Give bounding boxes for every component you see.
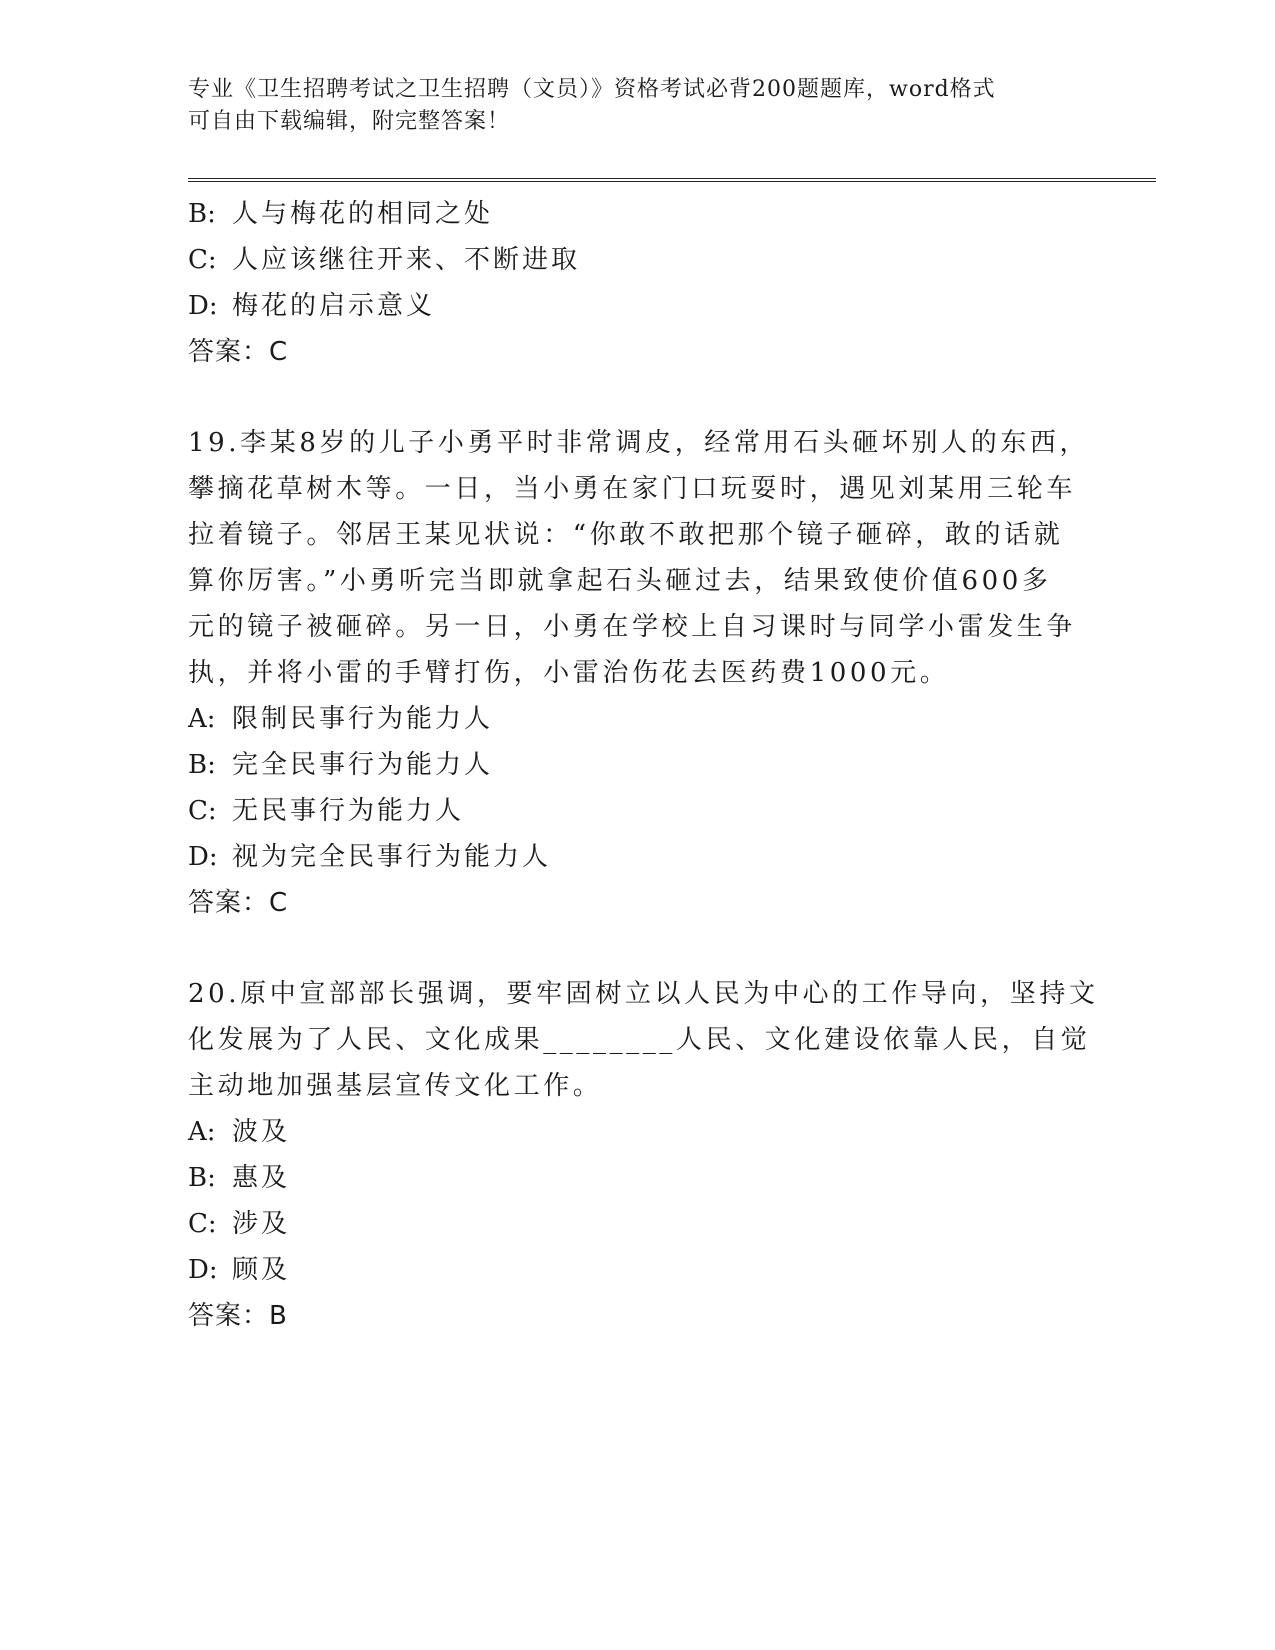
option-c: [188, 1201, 1088, 1247]
option-c: [188, 237, 1088, 283]
option-label: A:: [188, 1117, 216, 1147]
option-text: 完全民事行为能力人: [232, 750, 494, 780]
spacer: [188, 375, 1088, 420]
question-19: [188, 420, 1088, 926]
prev-question: [188, 191, 1088, 375]
question-stem: [188, 420, 1088, 696]
question-20: [188, 971, 1099, 1339]
option-label: C:: [188, 796, 217, 826]
header-title-line-2: 可自由下载编辑，附完整答案！: [188, 109, 511, 134]
option-d: [188, 1247, 1088, 1293]
stem-line: 19.李某8岁的儿子小勇平时非常调皮，经常用石头砸坏别人的东西，: [188, 428, 1090, 458]
answer-line: 答案：B: [188, 1301, 288, 1331]
stem-line: 算你厉害。”小勇听完当即就拿起石头砸过去，结果致使价值600多: [188, 566, 1052, 596]
option-d: [188, 283, 1088, 329]
stem-line: 拉着镜子。邻居王某见状说：“你敢不敢把那个镜子砸碎，敢的话就: [188, 520, 1064, 550]
option-a: [188, 696, 1088, 742]
option-b: [188, 742, 1088, 788]
option-text: 人与梅花的相同之处: [232, 199, 494, 229]
option-text: 限制民事行为能力人: [232, 704, 494, 734]
answer-line: 答案：C: [188, 337, 289, 367]
document-header: [188, 74, 1078, 138]
stem-line: 元的镜子被砸碎。另一日，小勇在学校上自习课时与同学小雷发生争: [188, 612, 1077, 642]
option-text: 视为完全民事行为能力人: [232, 842, 552, 872]
option-b: [188, 191, 1088, 237]
stem-line: 攀摘花草树木等。一日，当小勇在家门口玩耍时，遇见刘某用三轮车: [188, 474, 1077, 504]
option-text: 无民事行为能力人: [232, 796, 465, 826]
option-text: 波及: [232, 1117, 291, 1147]
option-label: D:: [188, 842, 218, 872]
spacer: [188, 926, 1088, 971]
option-label: C:: [188, 1209, 217, 1239]
option-text: 顾及: [232, 1255, 291, 1285]
option-label: D:: [188, 291, 218, 321]
option-a: [188, 1109, 1088, 1155]
header-divider: [188, 178, 1156, 182]
option-label: C:: [188, 245, 217, 275]
stem-line: 20.原中宣部部长强调，要牢固树立以人民为中心的工作导向，坚持文: [188, 979, 1099, 1009]
stem-line: 化发展为了人民、文化成果________人民、文化建设依靠人民，自觉: [188, 1025, 1091, 1055]
option-label: B:: [188, 1163, 216, 1193]
stem-line: 执，并将小雷的手臂打伤，小雷治伤花去医药费1000元。: [188, 658, 950, 688]
option-c: [188, 788, 1088, 834]
question-stem: [188, 971, 1099, 1109]
header-title-line-1: 专业《卫生招聘考试之卫生招聘（文员）》资格考试必背200题题库，word格式: [188, 77, 996, 102]
option-text: 涉及: [232, 1209, 291, 1239]
option-text: 梅花的启示意义: [232, 291, 436, 321]
answer-line: 答案：C: [188, 888, 289, 918]
option-label: D:: [188, 1255, 218, 1285]
option-text: 人应该继往开来、不断进取: [232, 245, 581, 275]
stem-line: 主动地加强基层宣传文化工作。: [188, 1071, 603, 1101]
option-d: [188, 834, 1088, 880]
option-label: B:: [188, 199, 216, 229]
option-label: B:: [188, 750, 216, 780]
option-text: 惠及: [232, 1163, 291, 1193]
option-b: [188, 1155, 1088, 1201]
option-label: A:: [188, 704, 216, 734]
question-content: [188, 191, 1099, 1339]
